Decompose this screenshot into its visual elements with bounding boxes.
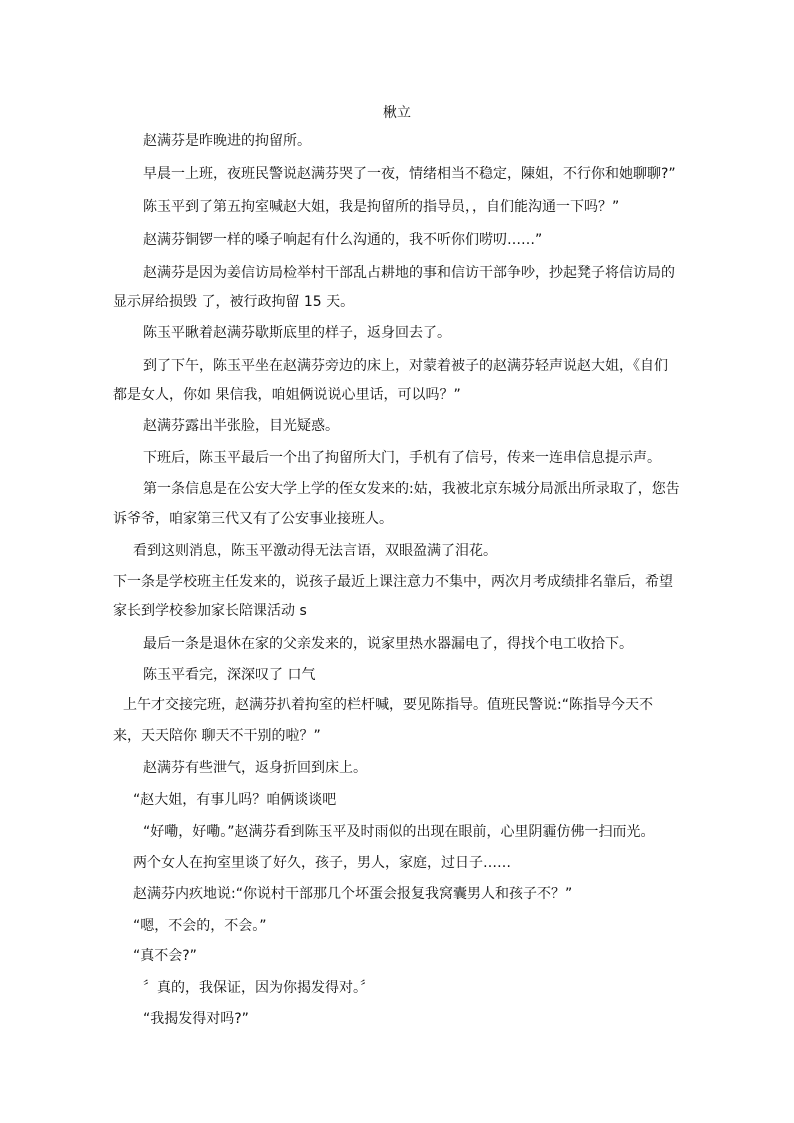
text-line: “赵大姐，有事儿吗？咱俩谈谈吧: [133, 792, 337, 808]
text-line: 上午才交接完班，赵满芬扒着拘室的栏杆喊，要见陈指导。值班民警说:“陈指导今天不: [123, 697, 653, 713]
text-line: 〞真的，我保证，因为你揭发得对。〞: [143, 980, 374, 996]
text-line: 赵满芬是昨晚进的拘留所。: [143, 133, 311, 149]
text-line: 下班后，陈玉平最后一个出了拘留所大门，手机有了信号，传来一连串信息提示声。: [143, 450, 661, 466]
text-line: 赵满芬有些泄气，返身折回到床上。: [143, 760, 367, 776]
text-line: 赵满芬露出半张脸，目光疑惑。: [143, 418, 339, 434]
text-line: 赵满芬是因为姜信访局检举村干部乱占耕地的事和信访干部争吵，抄起凳子将信访局的: [143, 265, 675, 281]
text-line: 诉爷爷，咱家第三代又有了公安事业接班人。: [113, 511, 393, 527]
text-line: 陈玉平瞅着赵满芬歇斯底里的样子，返身回去了。: [143, 325, 451, 341]
text-line: 来，天天陪你 聊天不干别的啦？”: [113, 728, 321, 744]
text-line: 家长到学校参加家长陪课活动 s: [113, 603, 307, 619]
text-line: 都是女人，你如 果信我，咱姐俩说说心里话，可以吗？”: [113, 387, 461, 403]
text-line: 下一条是学校班主任发来的，说孩子最近上课注意力不集中，两次月考成绩排名靠后，希望: [113, 574, 673, 590]
text-line: “我揭发得对吗?”: [143, 1011, 249, 1027]
text-line: “嗯，不会的，不会。”: [133, 918, 267, 934]
text-line: 陈玉平看完，深深叹了 口气: [143, 667, 316, 683]
document-title: 楸立: [383, 105, 411, 121]
text-line: 看到这则消息，陈玉平激动得无法言语，双眼盈满了泪花。: [133, 543, 497, 559]
text-line: 显示屏给损毁 了，被行政拘留 15 天。: [113, 294, 355, 310]
text-line: 陈玉平到了第五拘室喊赵大姐，我是拘留所的指导员，，自们能沟通一下吗？”: [143, 199, 620, 215]
text-line: 到了下午，陈玉平坐在赵满芬旁边的床上，对蒙着被子的赵满芬轻声说赵大姐，《自们: [143, 358, 668, 374]
text-line: “真不会?”: [133, 948, 197, 964]
text-line: “好嘞，好嘞。”赵满芬看到陈玉平及时雨似的出现在眼前，心里阴霾仿佛一扫而光。: [143, 824, 655, 840]
text-line: 第一条信息是在公安大学上学的侄女发来的:姑，我被北京东城分局派出所录取了，您吿: [143, 481, 680, 497]
text-line: 早晨一上班，夜班民警说赵满芬哭了一夜，情绪相当不稳定，陳姐，不行你和她聊聊?”: [143, 166, 676, 182]
text-line: 赵满芬内疚地说:“你说村干部那几个坏蛋会报复我窝囊男人和孩子不？”: [133, 886, 573, 902]
text-line: 两个女人在拘室里谈了好久，孩子，男人，家庭，过日子……: [133, 855, 511, 871]
text-line: 赵满芬铜锣一样的嗓子响起有什么沟通的，我不听你们唠叨……”: [143, 232, 543, 248]
text-line: 最后一条是退休在家的父亲发来的，说家里热水器漏电了，得找个电工收拾下。: [143, 636, 633, 652]
